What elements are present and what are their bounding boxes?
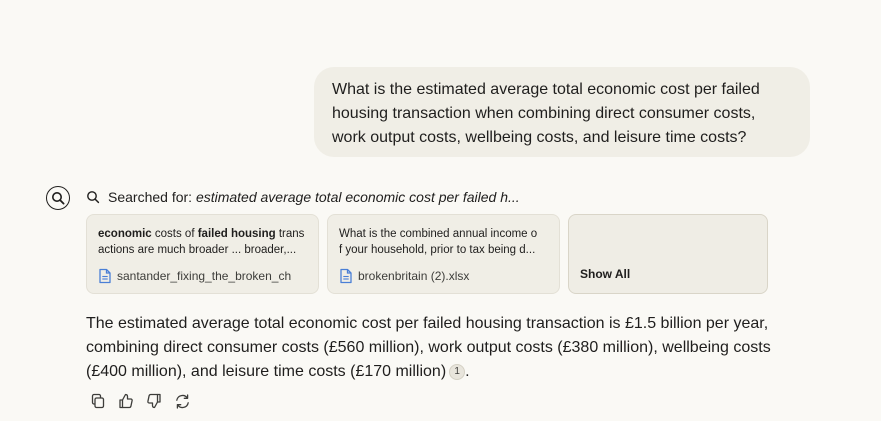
- thumbs-down-icon: [146, 393, 162, 409]
- citation-badge[interactable]: 1: [449, 364, 465, 380]
- magnifier-icon: [51, 191, 65, 205]
- searched-for-text: [108, 189, 520, 205]
- source-snippet: [339, 226, 548, 258]
- magnifier-icon: [86, 190, 100, 204]
- answer-period: .: [465, 363, 470, 380]
- copy-icon: [90, 393, 106, 409]
- thumbs-up-button[interactable]: [116, 391, 136, 411]
- show-all-button[interactable]: [568, 214, 768, 294]
- snippet-text: f your household, prior to tax being d...: [339, 244, 536, 256]
- snippet-text: actions are much broader ... broader,...: [98, 244, 297, 256]
- user-message-line: work output costs, wellbeing costs, and leisure time costs?: [332, 129, 747, 146]
- answer-line-text: (£400 million), and leisure time costs (£170 million): [86, 363, 447, 380]
- source-file: [339, 268, 548, 284]
- snippet-highlight: failed housing: [197, 228, 276, 240]
- source-snippet: [98, 226, 307, 258]
- document-icon: [98, 268, 112, 284]
- user-message-bubble: [314, 67, 810, 157]
- retry-button[interactable]: [172, 391, 192, 411]
- answer-line: [86, 360, 866, 384]
- source-card[interactable]: [86, 214, 319, 294]
- snippet-text: What is the combined annual income o: [339, 228, 538, 240]
- answer-line: combining direct consumer costs (£560 million), work output costs (£380 million), wellbeing costs: [86, 339, 771, 356]
- show-all-label: Show All: [580, 267, 631, 281]
- source-file-name: brokenbritain (2).xlsx: [358, 269, 470, 283]
- source-file-name: santander_fixing_the_broken_ch: [117, 269, 292, 283]
- search-query: estimated average total economic cost per failed h...: [195, 189, 520, 205]
- answer-line: The estimated average total economic cost per failed housing transaction is £1.5 billion per year,: [86, 315, 769, 332]
- searched-for-row[interactable]: [86, 186, 520, 208]
- copy-button[interactable]: [88, 391, 108, 411]
- search-tool-badge[interactable]: [46, 186, 70, 210]
- assistant-answer: [86, 312, 866, 384]
- snippet-text: trans: [275, 228, 305, 240]
- user-message-line: What is the estimated average total economic cost per failed: [332, 81, 760, 98]
- message-actions: [88, 391, 192, 411]
- retry-icon: [174, 393, 191, 410]
- source-file: [98, 268, 307, 284]
- snippet-highlight: economic: [98, 228, 152, 240]
- snippet-text: costs of: [151, 228, 198, 240]
- document-icon: [339, 268, 353, 284]
- source-card[interactable]: [327, 214, 560, 294]
- thumbs-down-button[interactable]: [144, 391, 164, 411]
- user-message-line: housing transaction when combining direct consumer costs,: [332, 105, 756, 122]
- searched-for-label: Searched for:: [108, 189, 196, 205]
- thumbs-up-icon: [118, 393, 134, 409]
